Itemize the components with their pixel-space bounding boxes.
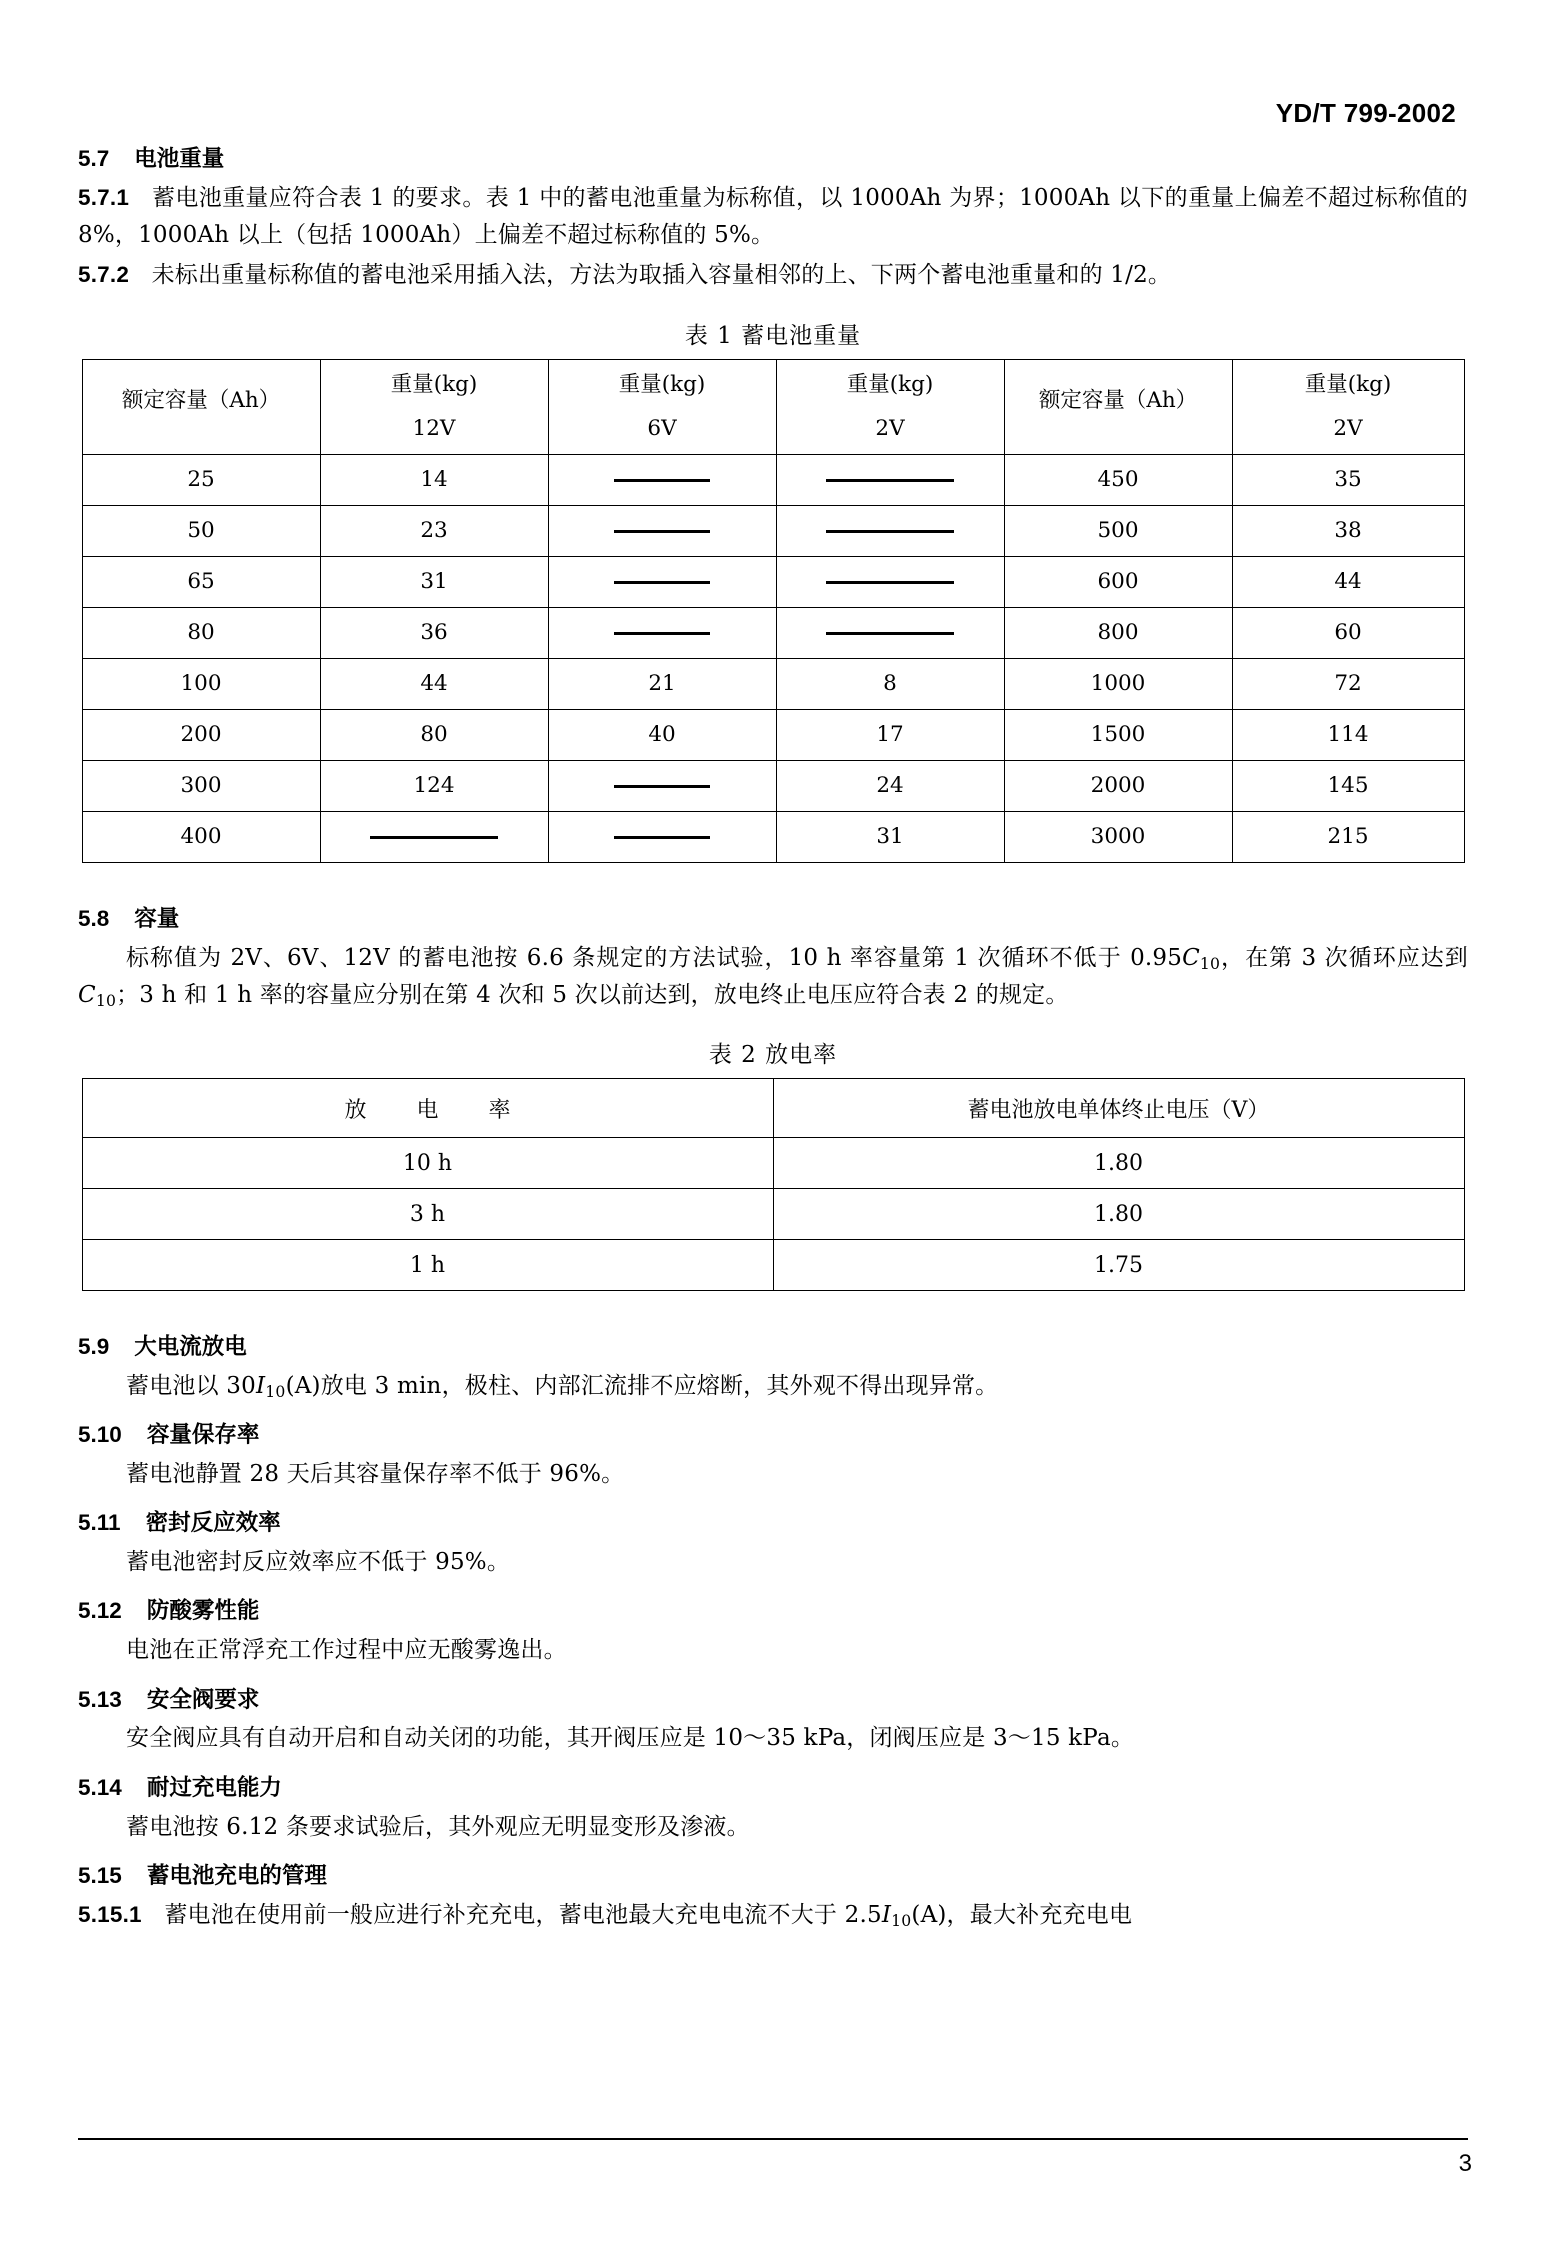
section-number-5-10: 5.10 bbox=[78, 1422, 122, 1448]
table-row bbox=[82, 760, 1464, 811]
table-1-header-cell bbox=[776, 359, 1004, 454]
header-line-1: 重量(kg) bbox=[618, 372, 706, 398]
table-cell: 35 bbox=[1232, 454, 1464, 505]
header-line-1: 重量(kg) bbox=[390, 372, 478, 398]
table-row bbox=[82, 556, 1464, 607]
clause-number-5-15-1: 5.15.1 bbox=[78, 1901, 142, 1927]
section-number-5-13: 5.13 bbox=[78, 1686, 122, 1712]
variable-i10: I bbox=[881, 1901, 892, 1928]
table-row bbox=[82, 709, 1464, 760]
em-dash-rule bbox=[614, 632, 710, 635]
variable-subscript-b: 10 bbox=[95, 990, 117, 1010]
paragraph-segment: ；3 h 和 1 h 率的容量应分别在第 4 次和 5 次以前达到，放电终止电压应符合表 2 的规定。 bbox=[116, 981, 1069, 1008]
em-dash-rule bbox=[826, 479, 954, 482]
page-content bbox=[78, 0, 1468, 1934]
paragraph-5-13-body: 安全阀应具有自动开启和自动关闭的功能，其开阀压应是 10～35 kPa，闭阀压应是 3～15 kPa。 bbox=[126, 1725, 1135, 1752]
table-cell: 1.75 bbox=[773, 1240, 1464, 1291]
section-heading-5-7 bbox=[78, 142, 1468, 177]
table-cell: 80 bbox=[320, 709, 548, 760]
section-title-5-7: 电池重量 bbox=[134, 146, 225, 171]
table-cell: 72 bbox=[1232, 658, 1464, 709]
clause-text-5-7-2: 未标出重量标称值的蓄电池采用插入法，方法为取插入容量相邻的上、下两个蓄电池重量和的 1/2。 bbox=[151, 262, 1172, 289]
variable-subscript: 10 bbox=[891, 1910, 912, 1930]
header-line-1: 重量(kg) bbox=[846, 372, 934, 398]
table-cell: 10 h bbox=[82, 1138, 773, 1189]
paragraph-segment: (A)，最大补充充电电 bbox=[911, 1901, 1133, 1928]
table-cell-empty-dash bbox=[776, 454, 1004, 505]
table-row bbox=[82, 454, 1464, 505]
table-row bbox=[82, 1240, 1464, 1291]
table-cell-empty-dash bbox=[548, 607, 776, 658]
table-cell: 44 bbox=[320, 658, 548, 709]
header-line-1: 额定容量（Ah） bbox=[121, 388, 281, 414]
page-number: 3 bbox=[1458, 2150, 1472, 2177]
table-cell-empty-dash bbox=[776, 505, 1004, 556]
section-title-5-9: 大电流放电 bbox=[134, 1334, 247, 1359]
table-cell: 215 bbox=[1232, 811, 1464, 862]
paragraph-5-10-body: 蓄电池静置 28 天后其容量保存率不低于 96%。 bbox=[126, 1461, 625, 1487]
table-cell: 14 bbox=[320, 454, 548, 505]
table-row bbox=[82, 658, 1464, 709]
table-2-header-row bbox=[82, 1079, 1464, 1138]
table-cell-empty-dash bbox=[548, 454, 776, 505]
table-cell: 50 bbox=[82, 505, 320, 556]
variable-i10: I bbox=[255, 1372, 266, 1399]
table-1-battery-weight bbox=[82, 359, 1465, 863]
section-number-5-12: 5.12 bbox=[78, 1598, 122, 1624]
table-cell-empty-dash bbox=[548, 811, 776, 862]
table-row bbox=[82, 505, 1464, 556]
section-heading-5-13 bbox=[78, 1683, 1468, 1718]
variable-c10-b: C bbox=[78, 981, 96, 1008]
document-header-standard-number: YD/T 799-2002 bbox=[1275, 98, 1456, 128]
table-cell: 100 bbox=[82, 658, 320, 709]
table-cell-empty-dash bbox=[548, 505, 776, 556]
table-row bbox=[82, 811, 1464, 862]
table-cell: 3 h bbox=[82, 1189, 773, 1240]
variable-subscript: 10 bbox=[265, 1381, 286, 1401]
header-line-1: 额定容量（Ah） bbox=[1038, 388, 1198, 414]
section-title-5-15: 蓄电池充电的管理 bbox=[146, 1862, 327, 1888]
table-cell: 31 bbox=[776, 811, 1004, 862]
table-row bbox=[82, 1138, 1464, 1189]
section-title-5-11: 密封反应效率 bbox=[145, 1510, 281, 1536]
table-cell: 400 bbox=[82, 811, 320, 862]
em-dash-rule bbox=[614, 836, 710, 839]
table-1-header-cell bbox=[1232, 359, 1464, 454]
section-heading-5-15 bbox=[78, 1859, 1468, 1894]
table-cell: 1.80 bbox=[773, 1189, 1464, 1240]
table-cell: 31 bbox=[320, 556, 548, 607]
section-title-5-14: 耐过充电能力 bbox=[146, 1774, 282, 1800]
table-cell-empty-dash bbox=[776, 607, 1004, 658]
paragraph-5-11-body: 蓄电池密封反应效率应不低于 95%。 bbox=[126, 1549, 511, 1576]
em-dash-rule bbox=[826, 581, 954, 584]
section-number-5-11: 5.11 bbox=[78, 1510, 121, 1536]
table-cell: 600 bbox=[1004, 556, 1232, 607]
page-footer bbox=[78, 2138, 1486, 2178]
header-line-1: 重量(kg) bbox=[1304, 372, 1392, 398]
em-dash-rule bbox=[614, 530, 710, 533]
section-number-5-8: 5.8 bbox=[78, 905, 110, 931]
table-cell: 38 bbox=[1232, 505, 1464, 556]
em-dash-rule bbox=[826, 530, 954, 533]
em-dash-rule bbox=[614, 581, 710, 584]
table-cell-empty-dash bbox=[548, 556, 776, 607]
table-2-header-cell-voltage: 蓄电池放电单体终止电压（V） bbox=[773, 1079, 1464, 1138]
table-cell: 2000 bbox=[1004, 760, 1232, 811]
header-line-2: 12V bbox=[412, 415, 456, 441]
table-cell: 23 bbox=[320, 505, 548, 556]
table-cell: 800 bbox=[1004, 607, 1232, 658]
table-cell: 450 bbox=[1004, 454, 1232, 505]
table-1-header-cell bbox=[320, 359, 548, 454]
table-cell: 1500 bbox=[1004, 709, 1232, 760]
table-1-header-cell bbox=[1004, 359, 1232, 454]
table-cell: 200 bbox=[82, 709, 320, 760]
section-heading-5-14 bbox=[78, 1771, 1468, 1806]
table-cell: 65 bbox=[82, 556, 320, 607]
table-cell: 17 bbox=[776, 709, 1004, 760]
table-cell: 1.80 bbox=[773, 1138, 1464, 1189]
section-heading-5-9 bbox=[78, 1330, 1468, 1365]
section-title-5-8: 容量 bbox=[134, 905, 180, 931]
paragraph-5-15-1 bbox=[78, 1897, 1468, 1934]
table-cell: 40 bbox=[548, 709, 776, 760]
clause-number-5-7-2: 5.7.2 bbox=[78, 262, 130, 288]
table-cell: 25 bbox=[82, 454, 320, 505]
section-heading-5-11 bbox=[78, 1506, 1468, 1541]
table-cell-empty-dash bbox=[776, 556, 1004, 607]
paragraph-segment: ，在第 3 次循环应达到 bbox=[1220, 944, 1468, 971]
table-cell-empty-dash bbox=[548, 760, 776, 811]
paragraph-segment: 标称值为 2V、6V、12V 的蓄电池按 6.6 条规定的方法试验，10 h 率容量第 1 次循环不低于 0.95 bbox=[126, 944, 1183, 971]
table-2-discharge-rate bbox=[82, 1078, 1465, 1291]
table-cell: 21 bbox=[548, 658, 776, 709]
paragraph-segment: (A)放电 3 min，极柱、内部汇流排不应熔断，其外观不得出现异常。 bbox=[285, 1372, 999, 1399]
paragraph-5-9-body bbox=[78, 1368, 1468, 1405]
em-dash-rule bbox=[826, 632, 954, 635]
table-1-header-cell bbox=[548, 359, 776, 454]
section-title-5-12: 防酸雾性能 bbox=[146, 1598, 260, 1624]
em-dash-rule bbox=[614, 479, 710, 482]
table-cell: 80 bbox=[82, 607, 320, 658]
header-line-2: 2V bbox=[1333, 415, 1363, 441]
section-number-5-14: 5.14 bbox=[78, 1774, 122, 1800]
table-2-caption: 表 2 放电率 bbox=[708, 1042, 838, 1068]
table-cell: 36 bbox=[320, 607, 548, 658]
table-cell: 500 bbox=[1004, 505, 1232, 556]
table-cell: 124 bbox=[320, 760, 548, 811]
table-cell: 24 bbox=[776, 760, 1004, 811]
table-cell: 44 bbox=[1232, 556, 1464, 607]
table-cell: 60 bbox=[1232, 607, 1464, 658]
variable-subscript-a: 10 bbox=[1199, 953, 1221, 973]
em-dash-rule bbox=[370, 836, 498, 839]
paragraph-5-14-body: 蓄电池按 6.12 条要求试验后，其外观应无明显变形及渗液。 bbox=[126, 1813, 750, 1840]
table-cell: 114 bbox=[1232, 709, 1464, 760]
table-1-caption: 表 1 蓄电池重量 bbox=[684, 322, 862, 349]
table-1-header-row bbox=[82, 359, 1464, 454]
table-cell: 8 bbox=[776, 658, 1004, 709]
section-title-5-13: 安全阀要求 bbox=[146, 1686, 260, 1712]
paragraph-segment: 蓄电池在使用前一般应进行补充充电，蓄电池最大充电电流不大于 2.5 bbox=[164, 1901, 882, 1928]
paragraph-5-8-body bbox=[78, 940, 1468, 1015]
section-heading-5-10 bbox=[78, 1418, 1468, 1453]
paragraph-5-12-body: 电池在正常浮充工作过程中应无酸雾逸出。 bbox=[126, 1637, 567, 1664]
section-number-5-9: 5.9 bbox=[78, 1334, 110, 1359]
section-number-5-15: 5.15 bbox=[78, 1862, 122, 1888]
section-heading-5-8 bbox=[78, 902, 1468, 937]
section-number-5-7: 5.7 bbox=[78, 146, 110, 171]
table-2-header-cell-rate bbox=[82, 1079, 773, 1138]
clause-number-5-7-1: 5.7.1 bbox=[78, 184, 130, 210]
paragraph-5-7-1 bbox=[78, 180, 1468, 255]
table-row bbox=[82, 607, 1464, 658]
em-dash-rule bbox=[614, 785, 710, 788]
paragraph-5-7-2 bbox=[78, 257, 1468, 294]
header-text: 放 电 率 bbox=[344, 1097, 525, 1123]
variable-c10-a: C bbox=[1182, 944, 1200, 971]
section-heading-5-12 bbox=[78, 1594, 1468, 1629]
table-1-header-cell bbox=[82, 359, 320, 454]
table-cell: 300 bbox=[82, 760, 320, 811]
section-title-5-10: 容量保存率 bbox=[146, 1422, 260, 1448]
header-line-2: 6V bbox=[647, 415, 677, 441]
table-cell-empty-dash bbox=[320, 811, 548, 862]
clause-text-5-7-1: 蓄电池重量应符合表 1 的要求。表 1 中的蓄电池重量为标称值，以 1000Ah 为界；1000Ah 以下的重量上偏差不超过标称值的 8%，1000Ah 以上（包括 1000Ah）上偏差不超过标称值的 5%。 bbox=[78, 184, 1468, 249]
table-cell: 145 bbox=[1232, 760, 1464, 811]
table-row bbox=[82, 1189, 1464, 1240]
table-cell: 1000 bbox=[1004, 658, 1232, 709]
table-cell: 1 h bbox=[82, 1240, 773, 1291]
paragraph-segment: 蓄电池以 30 bbox=[126, 1372, 256, 1399]
table-cell: 3000 bbox=[1004, 811, 1232, 862]
header-line-2: 2V bbox=[875, 415, 905, 441]
